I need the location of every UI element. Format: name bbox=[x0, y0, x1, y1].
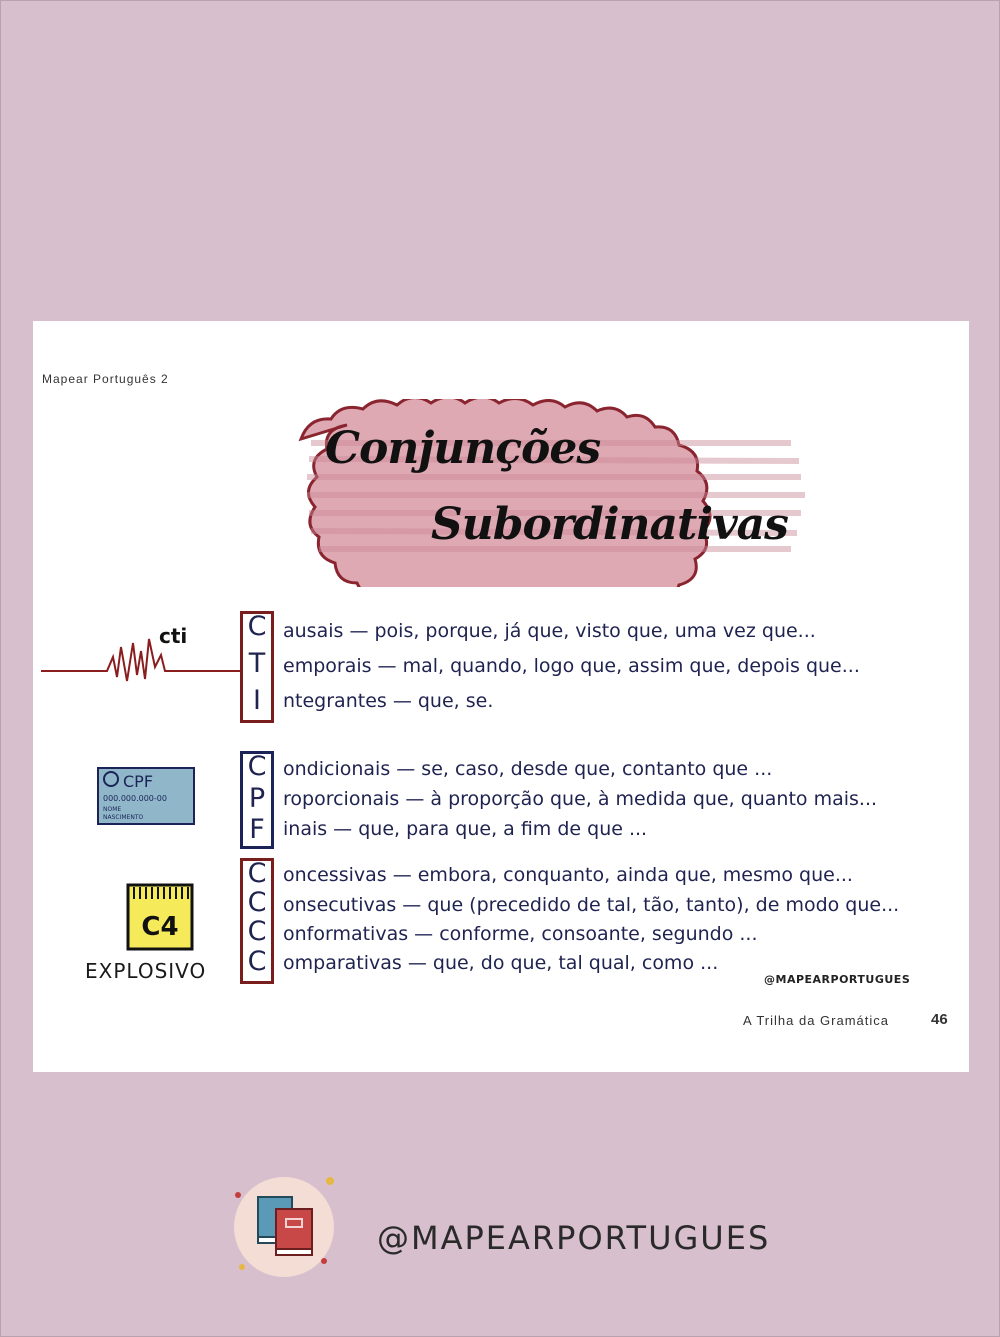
ecg-label: cti bbox=[159, 624, 188, 648]
conjunction-row: ntegrantes — que, se. bbox=[283, 690, 494, 712]
conjunction-row: inais — que, para que, a fim de que ... bbox=[283, 818, 648, 840]
conjunction-row: ausais — pois, porque, já que, visto que, uma vez que... bbox=[283, 620, 816, 642]
letter: T bbox=[248, 648, 266, 679]
letter: P bbox=[248, 783, 266, 814]
cpf-label: CPF bbox=[123, 772, 154, 791]
c4-caption: EXPLOSIVO bbox=[85, 959, 207, 983]
brand-handle: @MAPEARPORTUGUES bbox=[377, 1219, 771, 1257]
title-line-2: Subordinativas bbox=[431, 499, 788, 550]
title-line-1: Conjunções bbox=[325, 423, 601, 474]
books-logo-icon bbox=[232, 1175, 336, 1279]
c4-explosive-icon bbox=[126, 883, 194, 951]
conjunction-row: ondicionais — se, caso, desde que, contanto que ... bbox=[283, 758, 773, 780]
letter: C bbox=[247, 858, 267, 889]
author-handle: @MAPEARPORTUGUES bbox=[764, 973, 911, 986]
letter: C bbox=[247, 946, 267, 977]
letter: C bbox=[247, 887, 267, 918]
conjunction-row: emporais — mal, quando, logo que, assim que, depois que... bbox=[283, 655, 860, 677]
letter: C bbox=[247, 916, 267, 947]
notebook-page bbox=[33, 321, 969, 1072]
letter: F bbox=[249, 814, 265, 845]
conjunction-row: onsecutivas — que (precedido de tal, tão, tanto), de modo que... bbox=[283, 894, 900, 916]
letter: C bbox=[247, 751, 267, 782]
letter: C bbox=[247, 611, 267, 642]
cpf-number: 000.000.000-00 bbox=[103, 794, 167, 803]
ecg-monitor-icon bbox=[41, 617, 241, 697]
page-number: 46 bbox=[931, 1011, 948, 1028]
conjunction-row: oncessivas — embora, conquanto, ainda que, mesmo que... bbox=[283, 864, 853, 886]
conjunction-row: omparativas — que, do que, tal qual, como ... bbox=[283, 952, 719, 974]
c4-label: C4 bbox=[141, 912, 179, 942]
footer-text: A Trilha da Gramática bbox=[743, 1013, 889, 1028]
series-label: Mapear Português 2 bbox=[42, 372, 169, 386]
cpf-card-icon bbox=[97, 767, 195, 825]
conjunction-row: roporcionais — à proporção que, à medida que, quanto mais... bbox=[283, 788, 878, 810]
letter: I bbox=[253, 685, 261, 716]
cpf-line-1: NOME bbox=[103, 806, 122, 813]
conjunction-row: onformativas — conforme, consoante, segundo ... bbox=[283, 923, 758, 945]
cpf-line-2: NASCIMENTO bbox=[103, 814, 144, 821]
